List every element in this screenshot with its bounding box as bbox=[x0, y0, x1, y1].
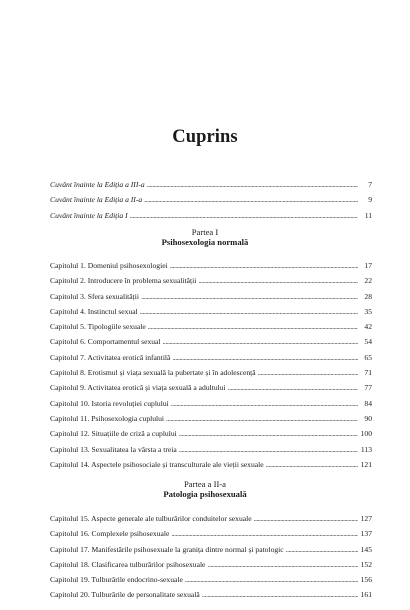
dot-leader bbox=[148, 319, 358, 334]
dot-leader bbox=[147, 177, 358, 192]
toc-entry bbox=[50, 380, 372, 395]
toc-entry-page: 100 bbox=[360, 429, 372, 439]
toc-entry-page: 65 bbox=[364, 352, 372, 362]
toc-entry-page: 71 bbox=[364, 368, 372, 378]
toc-entry bbox=[50, 258, 372, 273]
toc-entry-page: 11 bbox=[364, 210, 372, 220]
dot-leader bbox=[163, 334, 358, 349]
toc-entry-label: Capitolul 18. Clasificarea tulburărilor psihosexuale bbox=[50, 559, 206, 569]
toc-entry-page: 161 bbox=[360, 590, 372, 600]
toc-entry-page: 113 bbox=[360, 444, 372, 454]
toc-entry-page: 7 bbox=[368, 180, 372, 189]
toc-entry bbox=[50, 350, 372, 365]
prefaces-list bbox=[50, 177, 372, 223]
toc-entry-label: Capitolul 17. Manifestările psihosexuale la granița dintre normal și patologic bbox=[50, 544, 284, 554]
toc-entry bbox=[50, 587, 372, 602]
toc-entry-page: 127 bbox=[360, 514, 372, 523]
dot-leader bbox=[130, 208, 358, 223]
toc-entry-label: Cuvânt înainte la Ediția I bbox=[50, 210, 128, 220]
toc-entry-page: 137 bbox=[360, 529, 372, 539]
part-label: Partea a II-a bbox=[184, 479, 226, 489]
dot-leader bbox=[172, 350, 358, 365]
toc-entry-label: Capitolul 4. Instinctul sexual bbox=[50, 306, 138, 316]
dot-leader bbox=[170, 258, 358, 273]
part-heading bbox=[0, 227, 410, 247]
toc-entry-label: Capitolul 3. Sfera sexualității bbox=[50, 291, 139, 301]
page-title: Cuprins bbox=[172, 127, 238, 147]
toc-entry bbox=[50, 365, 372, 380]
toc-entry bbox=[50, 208, 372, 223]
toc-entry-label: Capitolul 14. Aspectele psihosociale și transculturale ale vieții sexuale bbox=[50, 459, 264, 469]
toc-entry-label: Capitolul 19. Tulburările endocrino-sexuale bbox=[50, 575, 183, 585]
toc-entry-label: Capitolul 8. Erotismul și viața sexuală la pubertate și în adolescență bbox=[50, 368, 256, 378]
toc-entry-page: 156 bbox=[360, 575, 372, 585]
toc-entry-page: 22 bbox=[364, 276, 372, 286]
dot-leader bbox=[202, 587, 358, 602]
toc-entry-label: Capitolul 13. Sexualitatea la vârsta a treia bbox=[50, 444, 177, 454]
toc-entry bbox=[50, 273, 372, 288]
dot-leader bbox=[286, 542, 358, 557]
dot-leader bbox=[254, 511, 358, 526]
toc-entry-label: Cuvânt înainte la Ediția a III-a bbox=[50, 180, 145, 189]
toc-entry bbox=[50, 192, 372, 207]
toc-entry-label: Capitolul 15. Aspecte generale ale tulburărilor conduitelor sexuale bbox=[50, 514, 252, 523]
toc-entry-label: Capitolul 12. Situațiile de criză a cuplului bbox=[50, 429, 177, 439]
toc-entry bbox=[50, 396, 372, 411]
toc-entry-label: Capitolul 10. Istoria revoluției cuplului bbox=[50, 398, 169, 408]
part-label: Partea I bbox=[191, 227, 219, 237]
toc-entry-label: Capitolul 11. Psihosexologia cuplului bbox=[50, 413, 165, 423]
toc-entry-page: 35 bbox=[364, 306, 372, 316]
dot-leader bbox=[141, 289, 358, 304]
toc-entry bbox=[50, 442, 372, 457]
toc-entry-page: 28 bbox=[364, 291, 372, 301]
dot-leader bbox=[185, 572, 358, 587]
dot-leader bbox=[166, 411, 358, 426]
toc-entry-page: 42 bbox=[364, 322, 372, 332]
toc-entry bbox=[50, 542, 372, 557]
dot-leader bbox=[179, 426, 358, 441]
dot-leader bbox=[179, 442, 358, 457]
toc-entry-label: Capitolul 7. Activitatea erotică infantilă bbox=[50, 352, 171, 362]
toc-entry bbox=[50, 304, 372, 319]
toc-entry bbox=[50, 319, 372, 334]
part-1-chapters bbox=[50, 258, 372, 472]
toc-entry-page: 77 bbox=[364, 383, 372, 393]
dot-leader bbox=[140, 304, 358, 319]
toc-entry-page: 152 bbox=[360, 559, 372, 569]
toc-entry bbox=[50, 426, 372, 441]
toc-entry bbox=[50, 411, 372, 426]
toc-entry bbox=[50, 457, 372, 472]
toc-entry bbox=[50, 572, 372, 587]
toc-entry-page: 145 bbox=[360, 544, 372, 554]
dot-leader bbox=[198, 273, 358, 288]
dot-leader bbox=[228, 380, 358, 395]
toc-entry bbox=[50, 526, 372, 541]
part-title: Psihosexologia normală bbox=[161, 237, 249, 247]
toc-entry-label: Capitolul 5. Tipologiile sexuale bbox=[50, 322, 146, 332]
part-heading bbox=[0, 479, 410, 499]
dot-leader bbox=[258, 365, 358, 380]
toc-entry bbox=[50, 511, 372, 526]
toc-entry bbox=[50, 557, 372, 572]
toc-entry-page: 54 bbox=[364, 337, 372, 347]
toc-entry-page: 84 bbox=[364, 398, 372, 408]
toc-entry-page: 17 bbox=[364, 261, 372, 270]
toc-entry-label: Capitolul 1. Domeniul psihosexologiei bbox=[50, 261, 168, 270]
toc-entry-label: Cuvânt înainte la Ediția a II-a bbox=[50, 195, 143, 205]
toc-entry-page: 121 bbox=[360, 459, 372, 469]
toc-entry bbox=[50, 177, 372, 192]
toc-entry-page: 9 bbox=[368, 195, 372, 205]
toc-entry-label: Capitolul 20. Tulburările de personalitate sexuală bbox=[50, 590, 200, 600]
toc-entry bbox=[50, 334, 372, 349]
toc-entry-label: Capitolul 16. Complexele psihosexuale bbox=[50, 529, 170, 539]
dot-leader bbox=[171, 526, 358, 541]
toc-entry-label: Capitolul 6. Comportamentul sexual bbox=[50, 337, 161, 347]
toc-entry-label: Capitolul 9. Activitatea erotică și viața sexuală a adultului bbox=[50, 383, 226, 393]
dot-leader bbox=[171, 396, 358, 411]
dot-leader bbox=[207, 557, 358, 572]
dot-leader bbox=[266, 457, 358, 472]
part-2-chapters bbox=[50, 511, 372, 603]
dot-leader bbox=[144, 192, 358, 207]
toc-entry-page: 90 bbox=[364, 413, 372, 423]
toc-entry-label: Capitolul 2. Introducere în problema sexualității bbox=[50, 276, 197, 286]
toc-entry bbox=[50, 289, 372, 304]
part-title: Patologia psihosexuală bbox=[163, 489, 247, 499]
